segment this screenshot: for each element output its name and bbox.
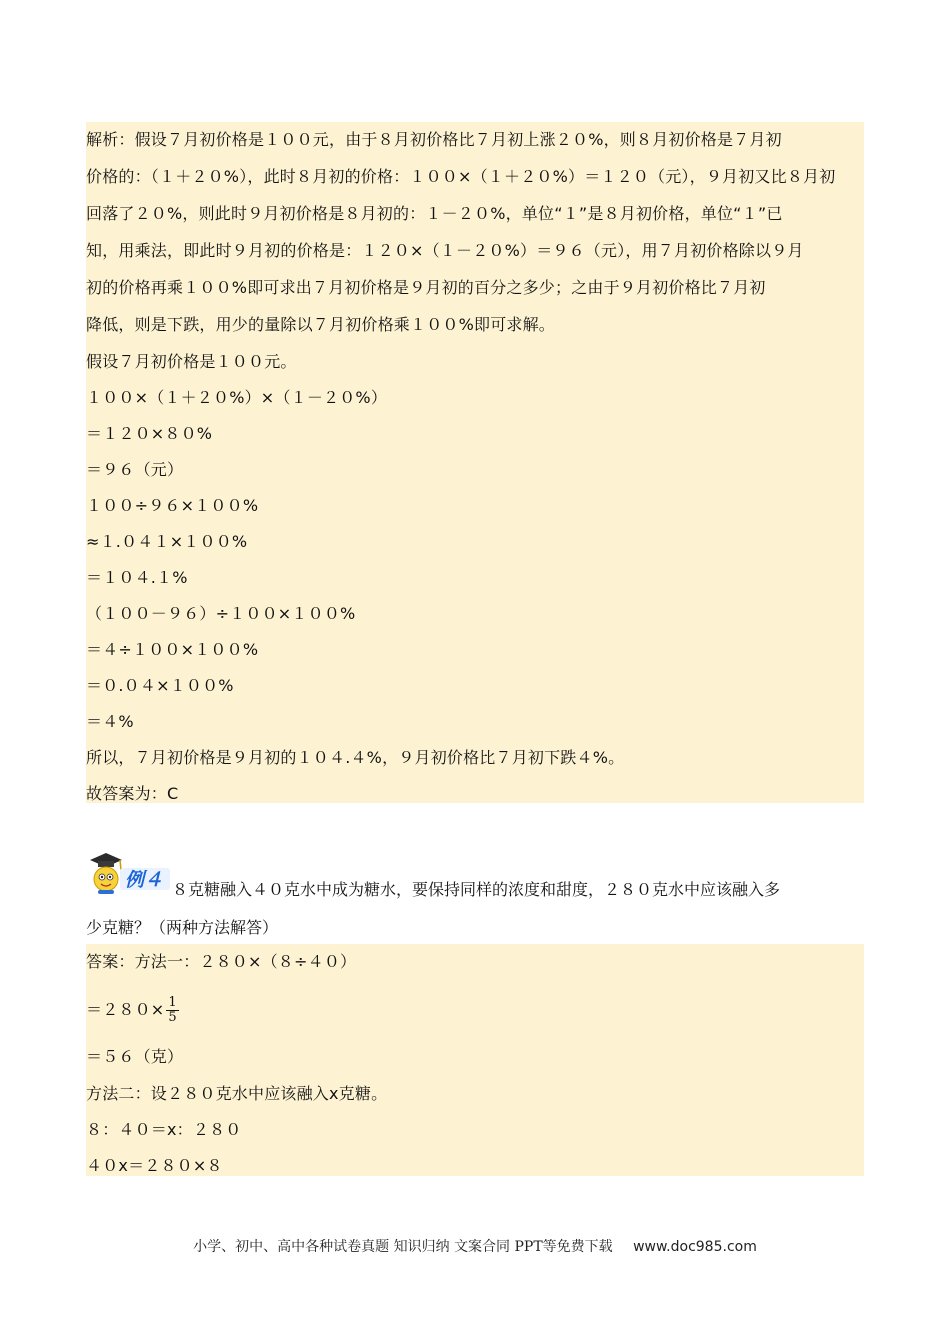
- solution-line: ＝１０４.１%: [86, 568, 188, 587]
- answer-line: ４０x＝２８０×８: [86, 1156, 223, 1175]
- solution-line: 回落了２０%，则此时９月初价格是８月初的：１－２０%，单位“１”是８月初价格，单位“１”已: [86, 204, 783, 223]
- solution-line: ＝１２０×８０%: [86, 424, 213, 443]
- answer-block: [86, 944, 864, 1176]
- solution-line: 初的价格再乘１００%即可求出７月初价格是９月初的百分之多少；之由于９月初价格比７月初: [86, 278, 766, 297]
- footer-link[interactable]: www.doc985.com: [633, 1239, 757, 1255]
- solution-line: 知，用乘法，即此时９月初的价格是：１２０×（１－２０%）＝９６（元），用７月初价格除以９月: [86, 241, 804, 260]
- question-line: ８克糖融入４０克水中成为糖水，要保持同样的浓度和甜度，２８０克水中应该融入多: [172, 880, 781, 899]
- solution-line: ≈１.０４１×１００%: [86, 532, 248, 551]
- answer-line-fraction: [86, 984, 864, 1036]
- solution-line: 所以，７月初价格是９月初的１０４.４%，９月初价格比７月初下跌４%。: [86, 748, 625, 767]
- solution-line: 故答案为：C: [86, 784, 179, 803]
- solution-line: ＝０.０４×１００%: [86, 676, 234, 695]
- example-badge-label: 例４: [125, 870, 164, 891]
- answer-line: 答案：方法一：２８０×（８÷４０）: [86, 952, 357, 971]
- solution-line: 价格的：（１＋２０%），此时８月初的价格：１００×（１＋２０%）＝１２０（元），９月初又比８月初: [86, 167, 836, 186]
- question-line: 少克糖？（两种方法解答）: [86, 918, 279, 937]
- answer-prefix: ＝２８０×: [86, 1000, 165, 1019]
- fraction: [166, 996, 178, 1025]
- footer-text: 小学、初中、高中各种试卷真题 知识归纳 文案合同 PPT等免费下载: [193, 1239, 613, 1255]
- fraction-denominator: 5: [168, 1010, 177, 1025]
- solution-line: ＝４÷１００×１００%: [86, 640, 259, 659]
- answer-line: ８：４０＝x：２８０: [86, 1120, 242, 1139]
- answer-line: ＝５６（克）: [86, 1047, 184, 1066]
- answer-line: 方法二：设２８０克水中应该融入x克糖。: [86, 1084, 388, 1103]
- solution-line: １００×（１＋２０%）×（１－２０%）: [86, 388, 388, 407]
- solution-block: [86, 122, 864, 803]
- solution-line: 假设７月初价格是１００元。: [86, 352, 297, 371]
- example-badge-icon: [86, 850, 172, 896]
- solution-line: ＝４%: [86, 712, 134, 731]
- solution-line: 降低，则是下跌，用少的量除以７月初价格乘１００%即可求解。: [86, 315, 556, 334]
- solution-line: ＝９６（元）: [86, 460, 184, 479]
- solution-line: 解析：假设７月初价格是１００元，由于８月初价格比７月初上涨２０%，则８月初价格是７月初: [86, 130, 782, 149]
- page-footer: [0, 1236, 950, 1256]
- solution-line: （１００－９６）÷１００×１００%: [86, 604, 356, 623]
- solution-line: １００÷９６×１００%: [86, 496, 259, 515]
- fraction-numerator: 1: [168, 995, 177, 1010]
